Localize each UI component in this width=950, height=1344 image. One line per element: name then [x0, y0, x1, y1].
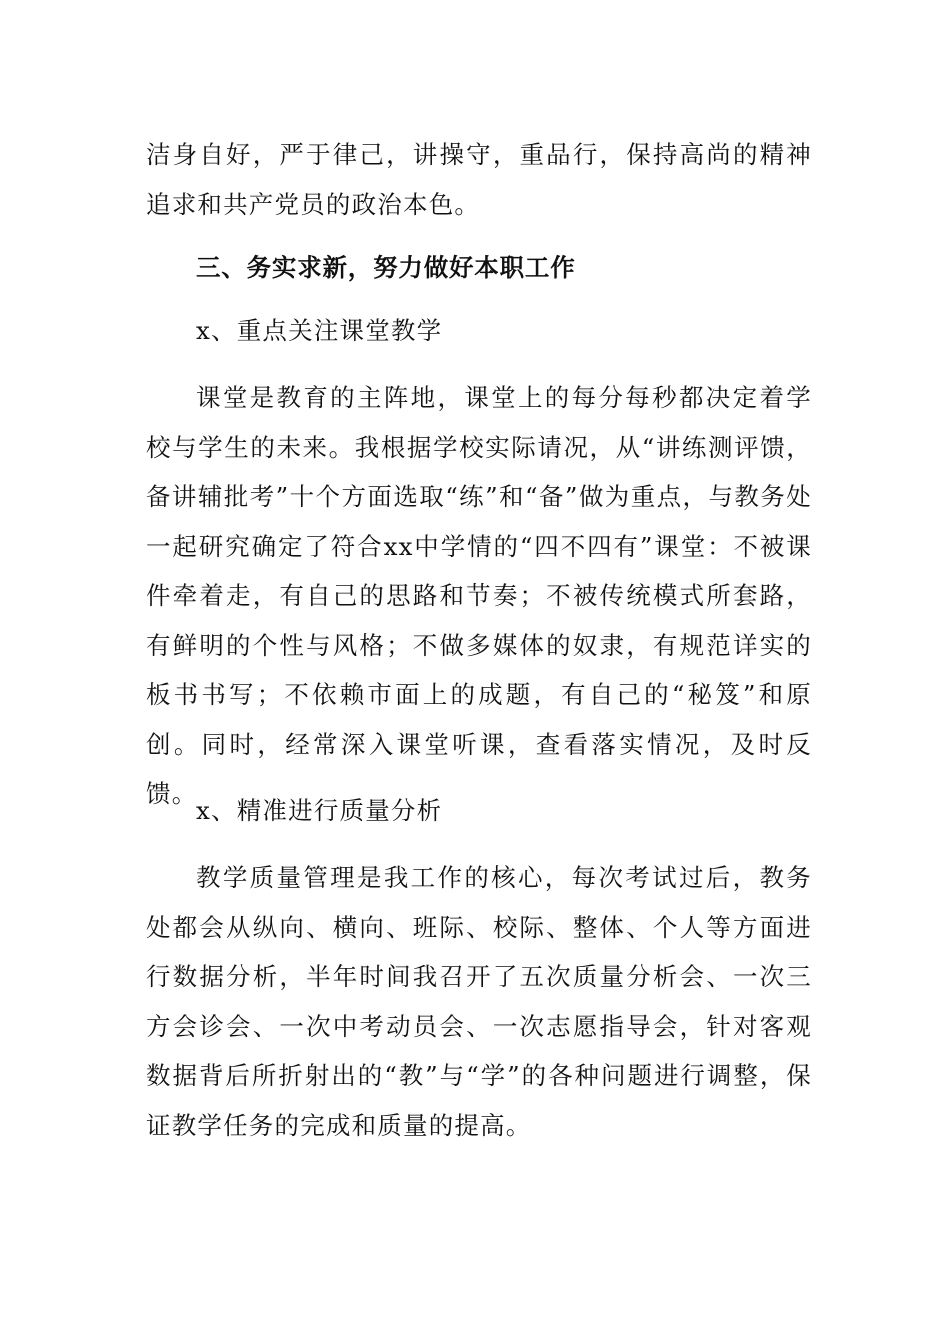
subheading-quality-analysis: x、精准进行质量分析: [196, 796, 443, 825]
paragraph-quality-analysis: 教学质量管理是我工作的核心，每次考试过后，教务处都会从纵向、横向、班际、校际、整体、个人等方面进行数据分析，半年时间我召开了五次质量分析会、一次三方会诊会、一次中考动员会、一次志愿指导会，针对客观数据背后所折射出的“教”与“学”的各种问题进行调整，保证教学任务的完成和质量的提高。: [146, 863, 812, 1140]
paragraph-continuation: 洁身自好，严于律己，讲操守，重品行，保持高尚的精神追求和共产党员的政治本色。: [146, 140, 812, 219]
section-heading: 三、务实求新，努力做好本职工作: [196, 253, 576, 282]
paragraph-classroom-teaching: 课堂是教育的主阵地，课堂上的每分每秒都决定着学校与学生的未来。我根据学校实际请况，从“讲练测评馈，备讲辅批考”十个方面选取“练”和“备”做为重点，与教务处一起研究确定了符合xx中学情的“四不四有”课堂：不被课件牵着走，有自己的思路和节奏；不被传统模式所套路，有鲜明的个性与风格；不做多媒体的奴隶，有规范详实的板书书写；不依赖市面上的成题，有自己的“秘笈”和原创。同时，经常深入课堂听课，查看落实情况，及时反馈。: [146, 383, 812, 808]
subheading-classroom-teaching: x、重点关注课堂教学: [196, 316, 443, 345]
